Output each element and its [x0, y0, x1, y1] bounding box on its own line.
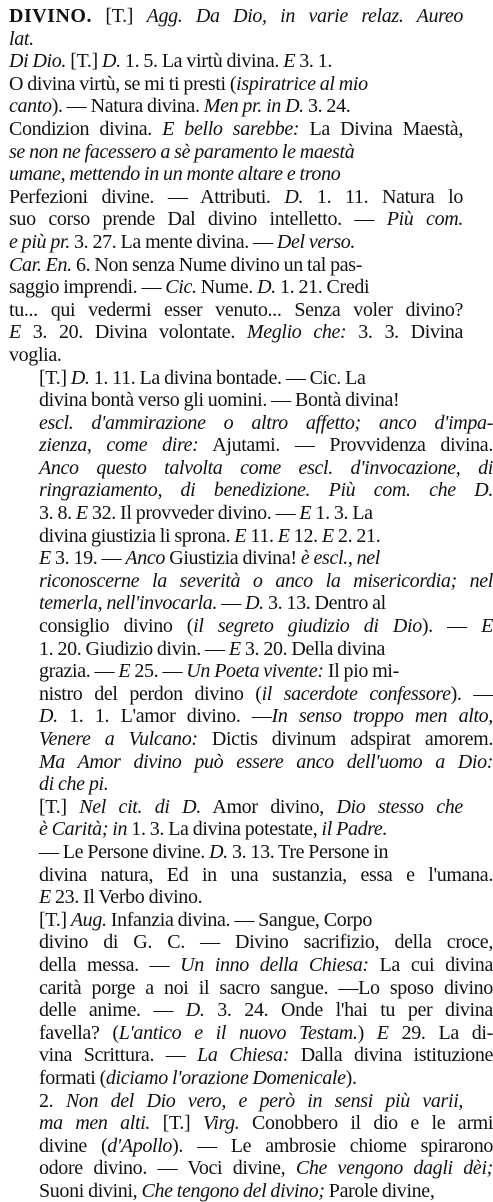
text-line	[9, 1090, 433, 1113]
text-run: D.	[102, 50, 121, 72]
text-run: 3. 1.	[295, 50, 332, 72]
text-run: Ajutami. — Provvidenza divina.	[199, 434, 493, 456]
text-run: Condizion divina.	[9, 118, 162, 140]
text-run: lat.	[9, 28, 34, 50]
text-run: Nume.	[197, 276, 257, 298]
text-line	[9, 773, 463, 796]
text-run: [T.]	[66, 50, 102, 72]
text-run: Agg. Da Dio, in varie relaz. Aureo	[147, 5, 463, 27]
text-run: riconoscerne la severità o anco la misericordia; nel	[39, 570, 493, 592]
text-run: [T.]	[39, 909, 71, 931]
text-run: consiglio divino (	[39, 615, 193, 637]
text-run: grazia. —	[39, 660, 118, 682]
text-line	[9, 141, 463, 164]
text-run: se non ne facessero a sè paramento le maestà	[9, 141, 354, 163]
text-line	[9, 977, 463, 1000]
text-line	[9, 954, 463, 977]
text-run: —	[217, 592, 245, 614]
text-line	[9, 1022, 463, 1045]
text-run: di che pi.	[39, 773, 108, 795]
text-run: ). — Natura divina.	[52, 95, 204, 117]
text-run: 3. 8.	[39, 502, 76, 524]
text-run: 3. 19. —	[51, 547, 126, 569]
text-run: saggio imprendi. —	[9, 276, 165, 298]
text-run: Parole divine,	[325, 1180, 435, 1202]
entry-paragraph	[9, 909, 463, 1090]
text-run: Infanzia divina. — Sangue, Corpo	[107, 909, 372, 931]
text-line	[9, 886, 463, 909]
text-run: 1. 3. La	[311, 502, 372, 524]
text-run: E	[278, 525, 290, 547]
text-run: favella? (	[39, 1022, 119, 1044]
text-run: 1. 3. La divina potestate,	[127, 818, 321, 840]
text-run: 3. 24. Onde l'hai tu per divina	[205, 999, 493, 1021]
text-run: il sacerdote confessore	[262, 683, 451, 705]
text-run: Perfezioni divine. — Attributi.	[9, 186, 284, 208]
text-run: ). — Le ambrosie chiome spirarono	[172, 1135, 493, 1157]
text-run: odore divino. — Voci divine,	[39, 1157, 296, 1179]
text-run: D.	[71, 367, 90, 389]
text-run: 3. 27. La mente divina. —	[70, 231, 277, 253]
text-line	[9, 299, 463, 322]
text-run: Men pr. in D.	[204, 95, 304, 117]
text-run: 25. —	[130, 660, 186, 682]
text-run: 12.	[290, 525, 322, 547]
text-run: ringraziamento, di benedizione. Più com. che	[39, 479, 456, 501]
text-line	[9, 999, 463, 1022]
text-line	[9, 186, 463, 209]
text-line	[9, 231, 463, 254]
text-run: temerla, nell'invocarla.	[39, 592, 217, 614]
text-run: Di Dio.	[9, 50, 66, 72]
text-line	[9, 163, 463, 186]
text-run: 3. 3. Divina	[346, 321, 463, 343]
text-run: E	[39, 547, 51, 569]
text-run: E bello sarebbe:	[162, 118, 299, 140]
text-run: D.	[245, 592, 264, 614]
text-run: Il pio mi-	[324, 660, 399, 682]
text-run: Meglio che:	[247, 321, 346, 343]
text-line	[9, 208, 463, 231]
text-line	[9, 457, 463, 480]
text-run: suo corso prende Dal divino intelletto. —	[9, 208, 387, 230]
text-line	[9, 412, 463, 435]
text-run: delle anime. —	[39, 999, 186, 1021]
text-line	[9, 50, 463, 73]
text-run: E	[234, 525, 246, 547]
text-run: Venere a Vulcano:	[39, 728, 198, 750]
text-run: D.	[474, 479, 493, 501]
text-run: )	[358, 1022, 377, 1044]
text-run: 3. 24.	[304, 95, 351, 117]
text-run	[181, 751, 194, 773]
text-run: voglia.	[9, 344, 62, 366]
text-run: Conobbero il dio e le armi	[239, 1112, 493, 1134]
text-run: La Divina Maestà,	[299, 118, 463, 140]
text-run: 6. Non senza Nume divino un tal pas-	[72, 254, 362, 276]
headword: DIVINO.	[9, 5, 92, 27]
text-line	[9, 638, 463, 661]
text-run: ma men alti.	[39, 1112, 150, 1134]
text-run: 1. 11. Natura lo	[303, 186, 463, 208]
text-run: 1. 21. Credi	[276, 276, 369, 298]
text-run: Che tengono del divino;	[141, 1180, 324, 1202]
text-run: Virg.	[203, 1112, 240, 1134]
text-line	[9, 276, 463, 299]
text-run: Dalla divina istituzione	[289, 1044, 493, 1066]
text-run: E	[299, 502, 311, 524]
text-run: 3. 20. Della divina	[241, 638, 385, 660]
text-run: 3. 13. Tre Persone in	[228, 841, 388, 863]
text-run: [T.]	[150, 1112, 203, 1134]
text-line	[9, 118, 463, 141]
text-line	[9, 751, 463, 774]
text-run: E	[76, 502, 88, 524]
text-line	[9, 592, 463, 615]
text-run: canto	[9, 95, 52, 117]
text-line	[9, 660, 463, 683]
text-run: D.	[186, 999, 205, 1021]
text-run: Anco	[125, 547, 165, 569]
text-run: 32. Il provveder divino. —	[88, 502, 300, 524]
text-line	[9, 547, 463, 570]
text-run: è escl., nel	[301, 547, 380, 569]
text-run: Ma Amor divino	[39, 751, 181, 773]
text-line	[9, 909, 433, 932]
text-run: ). —	[451, 683, 493, 705]
text-line	[9, 502, 463, 525]
text-line	[9, 389, 463, 412]
text-run: 11.	[246, 525, 278, 547]
text-run: può essere anco dell'uomo a Dio:	[194, 751, 493, 773]
text-run: Cic.	[165, 276, 196, 298]
text-run: Giustizia divina!	[165, 547, 301, 569]
text-run: e più pr.	[9, 231, 70, 253]
text-line	[9, 705, 463, 728]
text-line	[9, 479, 463, 502]
text-run: [T.]	[92, 5, 147, 27]
text-line	[9, 95, 463, 118]
text-run: 1. 20. Giudizio divin. —	[39, 638, 229, 660]
text-run: E	[229, 638, 241, 660]
text-run: 1. 1. L'amor divino. —	[58, 705, 272, 727]
text-run: E	[118, 660, 130, 682]
text-run: ispiratrice al mio	[236, 73, 368, 95]
text-run: 29. La di-	[389, 1022, 493, 1044]
entry-paragraph	[9, 1090, 463, 1202]
text-run: E	[481, 615, 493, 637]
text-run: [T.]	[39, 367, 71, 389]
text-run: nistro del perdon divino (	[39, 683, 262, 705]
entry-paragraph	[9, 796, 463, 909]
text-line	[9, 570, 463, 593]
text-run: Dictis divinum adspirat amorem.	[198, 728, 493, 750]
entry-paragraph	[9, 367, 463, 796]
text-run: diciamo l'orazione Domenicale	[106, 1067, 346, 1089]
text-line	[9, 841, 463, 864]
text-run: escl. d'ammirazione o altro affetto; anco d'impa-	[39, 412, 493, 434]
text-run: 2. 21.	[334, 525, 381, 547]
text-line	[9, 728, 463, 751]
text-run: [T.]	[39, 796, 79, 818]
text-run: La Chiesa:	[197, 1044, 289, 1066]
text-line	[9, 321, 463, 344]
text-run: D.	[39, 705, 58, 727]
entry-paragraph	[9, 5, 463, 367]
text-line	[9, 931, 463, 954]
text-run: è Carità; in	[39, 818, 127, 840]
text-run: 3. 20. Divina volontate.	[21, 321, 247, 343]
text-run: il Padre.	[322, 818, 388, 840]
text-run: Amor divino,	[201, 796, 337, 818]
text-line	[9, 254, 463, 277]
text-run: vina Scrittura. —	[39, 1044, 197, 1066]
text-run: divina bontà verso gli uomini. — Bontà divina!	[39, 389, 399, 411]
text-line	[9, 615, 463, 638]
text-run: E	[322, 525, 334, 547]
text-run: E	[377, 1022, 389, 1044]
text-run: Suoni divini,	[39, 1180, 141, 1202]
text-run: Che vengono dagli dèi;	[296, 1157, 493, 1179]
dictionary-entry-divino	[9, 5, 463, 1202]
text-line	[9, 1157, 463, 1180]
text-run: Dio stesso che	[336, 796, 463, 818]
text-run: La cui divina	[369, 954, 493, 976]
text-run: Più com.	[387, 208, 463, 230]
text-run: della messa. —	[39, 954, 180, 976]
text-line	[9, 73, 463, 96]
text-line	[9, 864, 463, 887]
text-run: E	[39, 886, 51, 908]
text-run: In senso troppo men alto,	[272, 705, 493, 727]
text-run: Non del Dio vero, e però in sensi più varii,	[66, 1090, 463, 1112]
text-line	[9, 28, 463, 51]
text-run: carità porge a noi il sacro sangue. —Lo sposo divino	[39, 977, 493, 999]
text-run: D.	[257, 276, 276, 298]
text-run: 2.	[39, 1090, 66, 1112]
text-run: ).	[346, 1067, 357, 1089]
text-line	[9, 434, 463, 457]
text-run: L'antico e il nuovo Testam.	[119, 1022, 358, 1044]
text-run: divina natura, Ed in una sustanzia, essa e l'umana.	[39, 864, 493, 886]
text-run: il segreto giudizio di Dio	[193, 615, 422, 637]
text-run: divino di G. C. — Divino sacrifizio, della croce,	[39, 931, 493, 953]
text-run: Un inno della Chiesa:	[180, 954, 369, 976]
text-run: — Le Persone divine.	[39, 841, 209, 863]
text-run: Anco questo talvolta come escl. d'invocazione, di	[39, 457, 493, 479]
text-line	[9, 1135, 463, 1158]
text-run: formati (	[39, 1067, 106, 1089]
text-line	[9, 525, 463, 548]
text-run: ). —	[422, 615, 481, 637]
text-run: Car. En.	[9, 254, 72, 276]
text-line	[9, 344, 463, 367]
text-run: Del verso.	[277, 231, 355, 253]
text-line	[9, 367, 433, 390]
text-run: O divina virtù, se mi ti presti (	[9, 73, 236, 95]
text-run: 23. Il Verbo divino.	[51, 886, 202, 908]
text-run: Un Poeta vivente:	[186, 660, 323, 682]
text-line	[9, 683, 463, 706]
text-run: umane, mettendo in un monte altare e trono	[9, 163, 340, 185]
text-line	[9, 818, 463, 841]
text-run: 1. 11. La divina bontade. — Cic. La	[90, 367, 366, 389]
text-run: E	[9, 321, 21, 343]
text-run: D.	[209, 841, 228, 863]
text-run: 1. 5. La virtù divina.	[121, 50, 283, 72]
text-run: 3. 13. Dentro al	[264, 592, 386, 614]
text-run: tu... qui vedermi esser venuto... Senza voler divino?	[9, 299, 463, 321]
text-run: divine (	[39, 1135, 107, 1157]
text-line	[9, 1044, 463, 1067]
text-run: Aug.	[71, 909, 107, 931]
text-run	[456, 479, 474, 501]
text-run: d'Apollo	[107, 1135, 172, 1157]
text-line	[9, 1180, 463, 1202]
text-line	[9, 1067, 463, 1090]
text-run: D.	[284, 186, 303, 208]
text-run: zienza, come dire:	[39, 434, 199, 456]
text-run: Nel cit. di D.	[79, 796, 201, 818]
text-line	[9, 796, 433, 819]
text-line	[9, 5, 463, 28]
text-run: E	[283, 50, 295, 72]
text-line	[9, 1112, 463, 1135]
text-run: divina giustizia li sprona.	[39, 525, 234, 547]
